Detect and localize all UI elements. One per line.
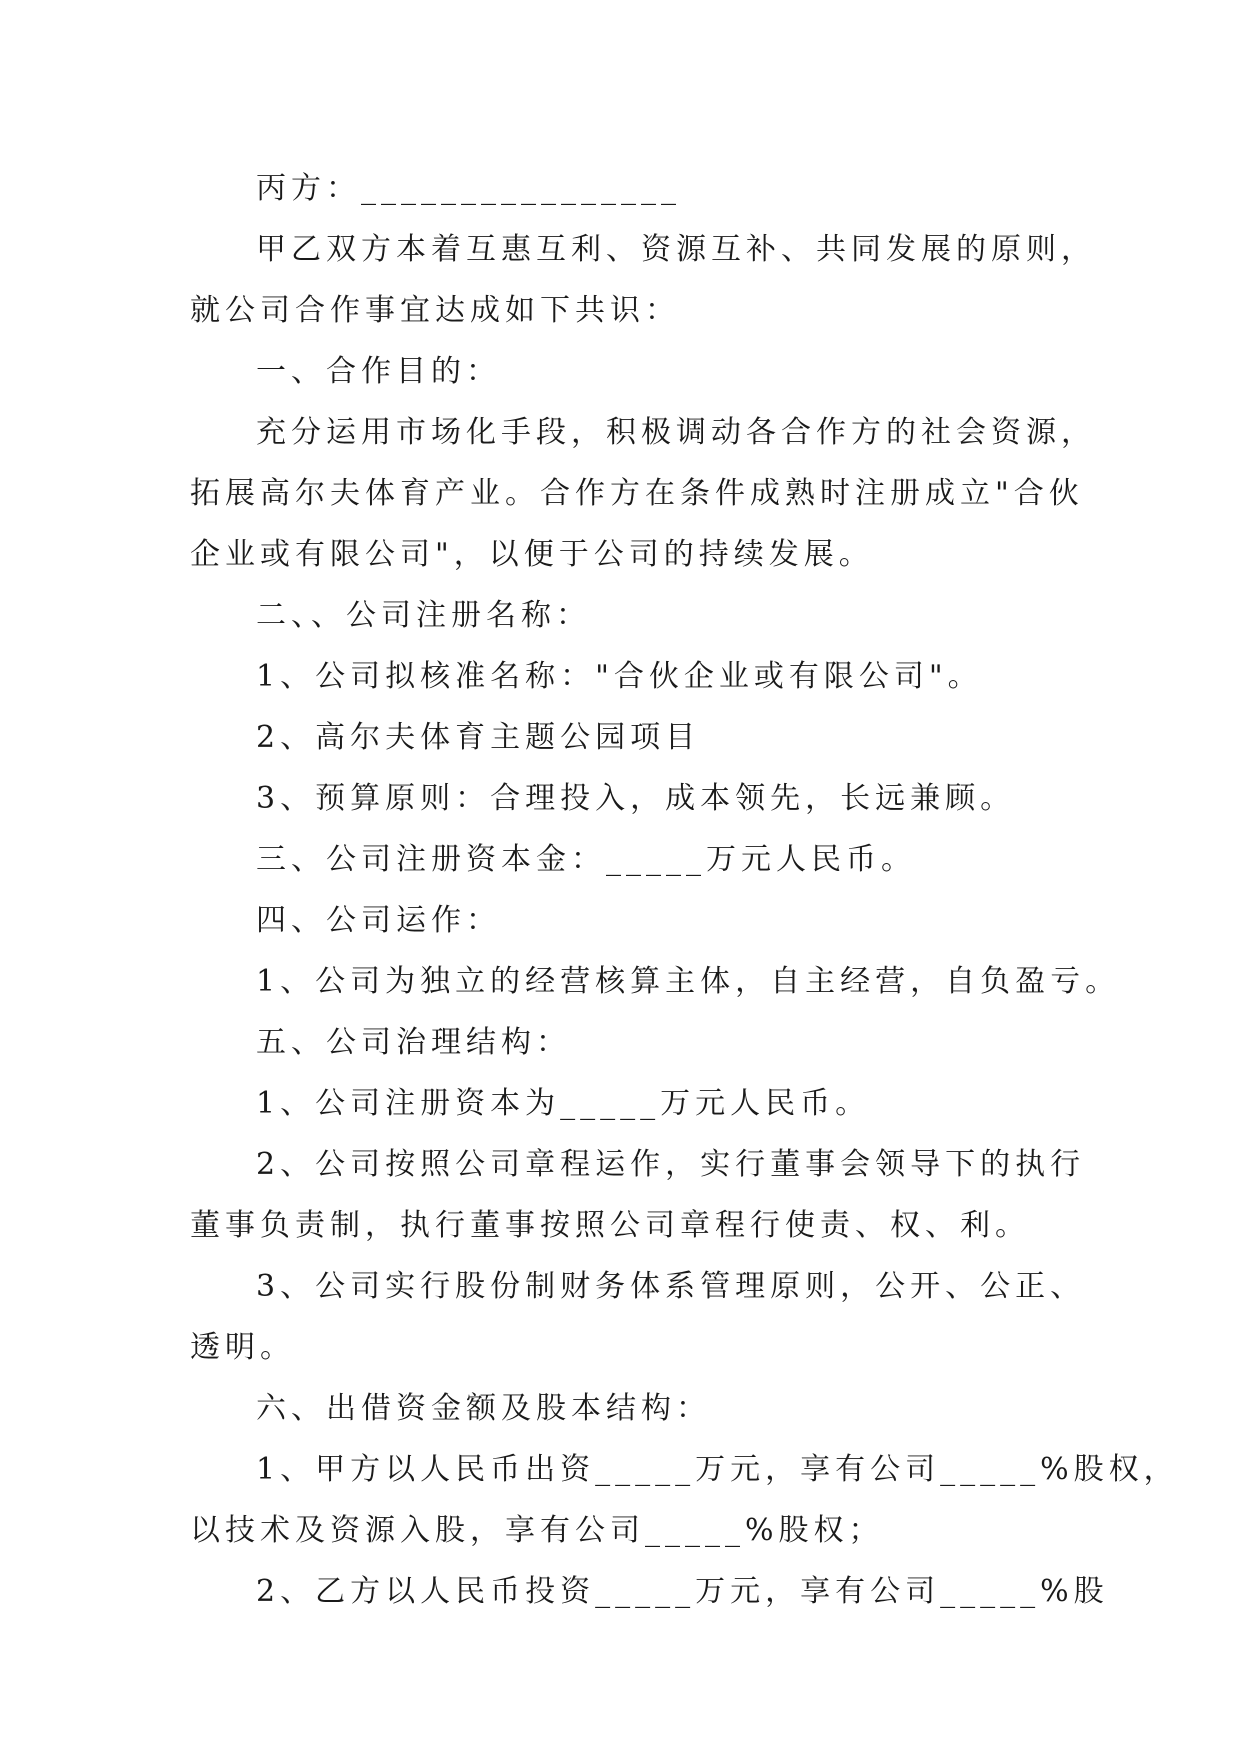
- text-line: 2、公司按照公司章程运作，实行董事会领导下的执行: [256, 1147, 1086, 1182]
- text-line: 董事负责制，执行董事按照公司章程行使责、权、利。: [190, 1208, 1030, 1243]
- list-item: [190, 1134, 1086, 1256]
- text-line: 1、甲方以人民币出资_____万元，享有公司_____%股权，: [256, 1452, 1179, 1487]
- text-line: 1、公司拟核准名称："合伙企业或有限公司"。: [256, 659, 983, 694]
- text-line: 透明。: [190, 1330, 295, 1365]
- body-paragraph: [190, 402, 1096, 585]
- text-line: 3、预算原则：合理投入，成本领先，长远兼顾。: [256, 781, 1016, 816]
- text-line: 2、高尔夫体育主题公园项目: [256, 720, 701, 755]
- text-line: 拓展高尔夫体育产业。合作方在条件成熟时注册成立"合伙: [190, 476, 1084, 511]
- text-line: 五、公司治理结构：: [256, 1025, 571, 1060]
- text-line: 1、公司为独立的经营核算主体，自主经营，自负盈亏。: [256, 964, 1121, 999]
- document-body: [190, 158, 1179, 1622]
- list-item: [256, 951, 1121, 1012]
- list-item: [190, 1256, 1086, 1378]
- section-heading: [256, 890, 1070, 951]
- text-line: 2、乙方以人民币投资_____万元，享有公司_____%股: [256, 1574, 1109, 1609]
- text-line: 1、公司注册资本为_____万元人民币。: [256, 1086, 871, 1121]
- section-heading: [256, 1378, 1070, 1439]
- text-line: 以技术及资源入股，享有公司_____%股权；: [190, 1513, 884, 1548]
- section-heading: [256, 341, 1070, 402]
- text-line: 一、合作目的：: [256, 354, 501, 389]
- text-line: 三、公司注册资本金：_____万元人民币。: [256, 842, 916, 877]
- text-line: 六、出借资金额及股本结构：: [256, 1391, 711, 1426]
- section-heading: [256, 829, 1070, 890]
- text-line: 甲乙双方本着互惠互利、资源互补、共同发展的原则，: [256, 232, 1096, 267]
- list-item: [190, 1439, 1179, 1561]
- text-line: 充分运用市场化手段，积极调动各合作方的社会资源，: [256, 415, 1096, 450]
- text-line: 丙方：________________: [256, 171, 681, 206]
- party-c-line: [256, 158, 1070, 219]
- text-line: 二、、公司注册名称：: [256, 598, 591, 633]
- list-item: [256, 1561, 1109, 1622]
- list-item: [256, 646, 1070, 707]
- list-item: [256, 707, 1070, 768]
- text-line: 四、公司运作：: [256, 903, 501, 938]
- text-line: 3、公司实行股份制财务体系管理原则，公开、公正、: [256, 1269, 1086, 1304]
- text-line: 就公司合作事宜达成如下共识：: [190, 293, 680, 328]
- section-heading: [256, 1012, 1070, 1073]
- list-item: [256, 1073, 1070, 1134]
- text-line: 企业或有限公司"，以便于公司的持续发展。: [190, 537, 874, 572]
- list-item: [256, 768, 1070, 829]
- section-heading: [256, 585, 1070, 646]
- preamble-paragraph: [190, 219, 1096, 341]
